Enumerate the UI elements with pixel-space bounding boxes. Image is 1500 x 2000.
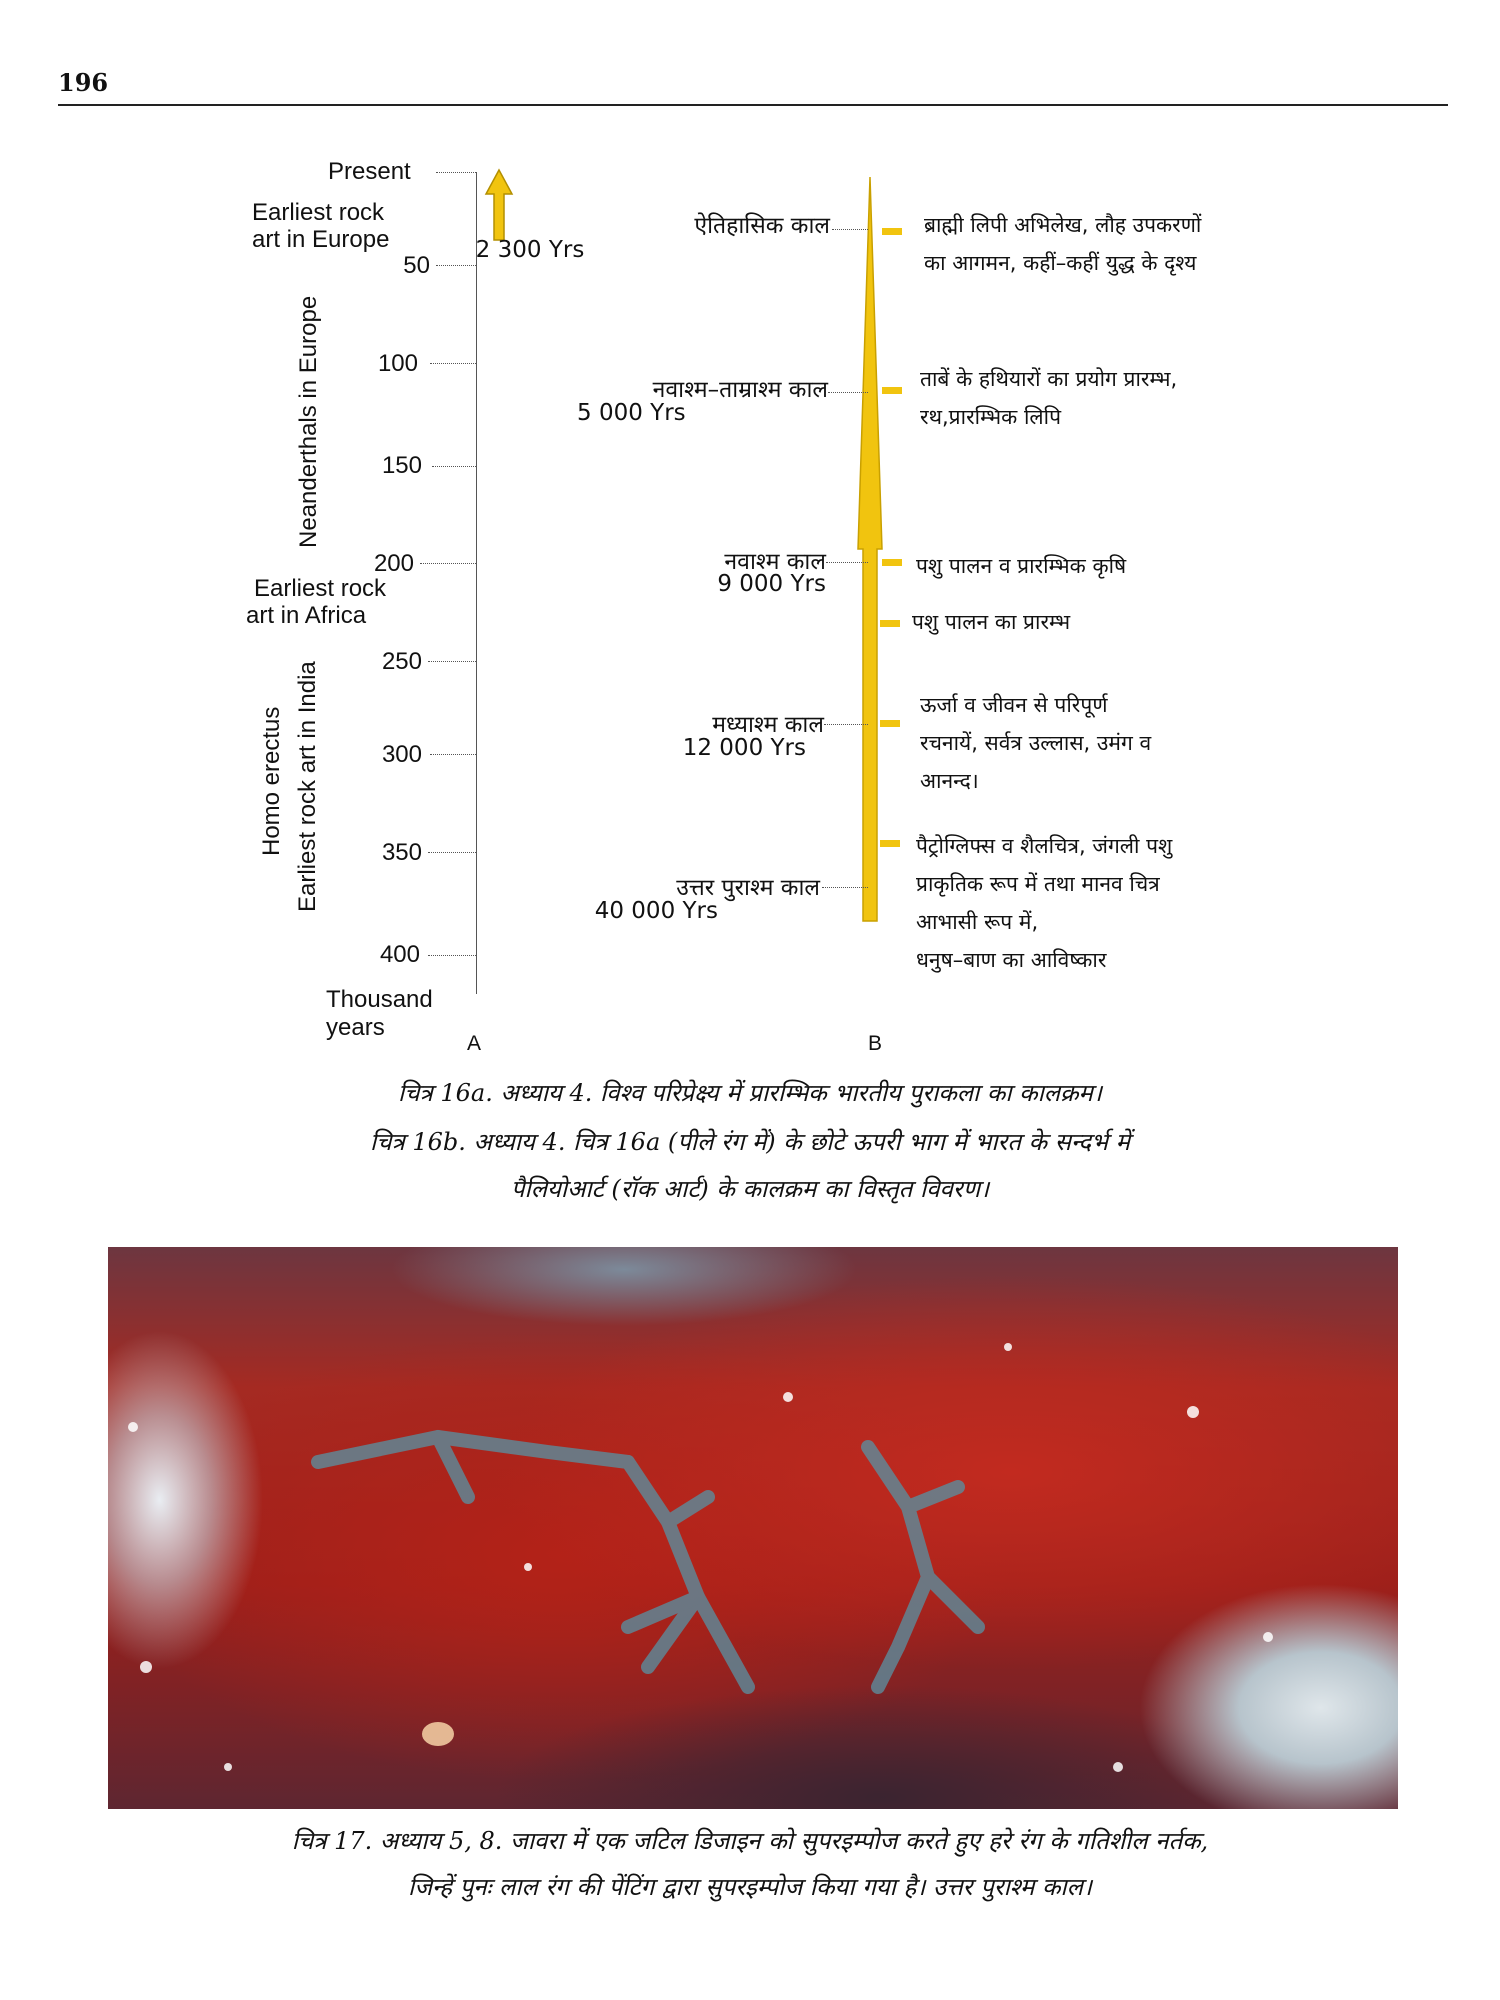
india-art-label: Earliest rock art in India xyxy=(294,661,321,912)
homo-erectus-label: Homo erectus xyxy=(258,706,285,856)
tick-400: 400 xyxy=(379,941,420,968)
present-label: Present xyxy=(328,158,411,185)
event-tick-4 xyxy=(880,620,900,627)
africa-art-label-2: art in Africa xyxy=(246,602,367,629)
event-tick-2 xyxy=(882,387,902,394)
period-historic-name: ऐतिहासिक काल xyxy=(694,213,830,239)
africa-art-label-1: Earliest rock xyxy=(254,575,387,602)
rock-painting-photo xyxy=(108,1247,1398,1809)
period-neolithic-years: 9 000 Yrs xyxy=(717,571,826,597)
event-5-line-2: रचनायें, सर्वत्र उल्लास, उमंग व xyxy=(920,731,1152,755)
letter-a: A xyxy=(467,1032,482,1055)
event-tick-6 xyxy=(880,840,900,847)
dancer-figures xyxy=(108,1247,1398,1809)
event-2-line-1: ताबें के हथियारों का प्रयोग प्रारम्भ, xyxy=(920,367,1178,391)
event-6-line-4: धनुष–बाण का आविष्कार xyxy=(916,948,1107,972)
tick-200: 200 xyxy=(373,550,414,577)
period-historic-years: 2 300 Yrs xyxy=(475,237,585,263)
period-upper-paleolithic-years: 40 000 Yrs xyxy=(594,898,718,924)
europe-art-label-2: art in Europe xyxy=(252,226,390,253)
unit-label-1: Thousand xyxy=(326,986,433,1013)
europe-art-label-1: Earliest rock xyxy=(252,199,385,226)
period-chalcolithic-line xyxy=(828,392,868,393)
caption-fig17-line2: जिन्हें पुनः लाल रंग की पेंटिंग द्वारा सुपरइम्पोज किया गया है। उत्तर पुराश्म काल। xyxy=(408,1873,1092,1901)
tick-350-line xyxy=(428,852,476,853)
page-number: 196 xyxy=(58,68,109,97)
event-1-line-1: ब्राह्मी लिपी अभिलेख, लौह उपकरणों xyxy=(924,213,1202,237)
event-1 xyxy=(924,206,1201,282)
caption-fig17-line1: चित्र 17. अध्याय 5, 8. जावरा में एक जटिल डिजाइन को सुपरइम्पोज करते हुए हरे रंग के गतिशील नर्तक, xyxy=(291,1827,1209,1855)
tick-50-line xyxy=(436,265,476,266)
period-neolithic-name: नवाश्म काल xyxy=(724,549,826,575)
period-chalcolithic-name: नवाश्म–ताम्राश्म काल xyxy=(652,377,828,403)
tick-250-line xyxy=(428,661,476,662)
event-tick-1 xyxy=(882,228,902,235)
tick-50: 50 xyxy=(403,252,430,279)
tick-100: 100 xyxy=(377,350,418,377)
period-upper-paleolithic-line xyxy=(822,887,868,888)
unit-label-2: years xyxy=(326,1014,385,1041)
tick-350: 350 xyxy=(381,839,422,866)
event-6-line-1: पैट्रोग्लिफ्स व शैलचित्र, जंगली पशु xyxy=(916,834,1173,858)
event-5-line-1: ऊर्जा व जीवन से परिपूर्ण xyxy=(920,693,1108,717)
event-6-line-2: प्राकृतिक रूप में तथा मानव चित्र xyxy=(916,872,1160,896)
period-mesolithic-line xyxy=(824,724,868,725)
event-5 xyxy=(920,686,1151,800)
tick-150-line xyxy=(432,466,476,467)
tick-150: 150 xyxy=(381,452,422,479)
event-4-line-1: पशु पालन का प्रारम्भ xyxy=(912,610,1071,634)
event-4 xyxy=(912,603,1070,641)
timeline-b-spike xyxy=(850,175,890,925)
event-3-line-1: पशु पालन व प्रारम्भिक कृषि xyxy=(916,554,1127,578)
period-mesolithic-name: मध्याश्म काल xyxy=(712,712,824,738)
neanderthals-label: Neanderthals in Europe xyxy=(295,295,322,548)
event-tick-3 xyxy=(882,559,902,566)
event-2-line-2: रथ,प्रारम्भिक लिपि xyxy=(920,405,1062,429)
tick-250: 250 xyxy=(381,648,422,675)
period-historic-line xyxy=(832,229,868,230)
event-1-line-2: का आगमन, कहीं–कहीं युद्ध के दृश्य xyxy=(924,251,1197,275)
caption-fig16b-line2: पैलियोआर्ट (रॉक आर्ट) के कालक्रम का विस्तृत विवरण। xyxy=(510,1175,990,1203)
event-3 xyxy=(916,547,1126,585)
event-5-line-3: आनन्द। xyxy=(920,769,979,793)
tick-300: 300 xyxy=(381,741,422,768)
letter-b: B xyxy=(868,1032,883,1055)
period-neolithic-line xyxy=(826,562,868,563)
period-chalcolithic-years: 5 000 Yrs xyxy=(577,400,686,426)
tick-400-line xyxy=(428,955,476,956)
event-tick-5 xyxy=(880,720,900,727)
event-6-line-3: आभासी रूप में, xyxy=(916,910,1039,934)
caption-fig16a: चित्र 16a. अध्याय 4. विश्व परिप्रेक्ष्य में प्रारम्भिक भारतीय पुराकला का कालक्रम। xyxy=(398,1079,1102,1107)
present-tick xyxy=(436,172,476,173)
header-rule xyxy=(58,104,1448,106)
period-upper-paleolithic-name: उत्तर पुराश्म काल xyxy=(676,875,820,901)
period-mesolithic-years: 12 000 Yrs xyxy=(682,735,806,761)
event-2 xyxy=(920,360,1177,436)
tick-100-line xyxy=(430,363,476,364)
event-6 xyxy=(916,827,1172,979)
caption-fig16b-line1: चित्र 16b. अध्याय 4. चित्र 16a (पीले रंग में) के छोटे ऊपरी भाग में भारत के सन्दर्भ में xyxy=(370,1128,1130,1156)
